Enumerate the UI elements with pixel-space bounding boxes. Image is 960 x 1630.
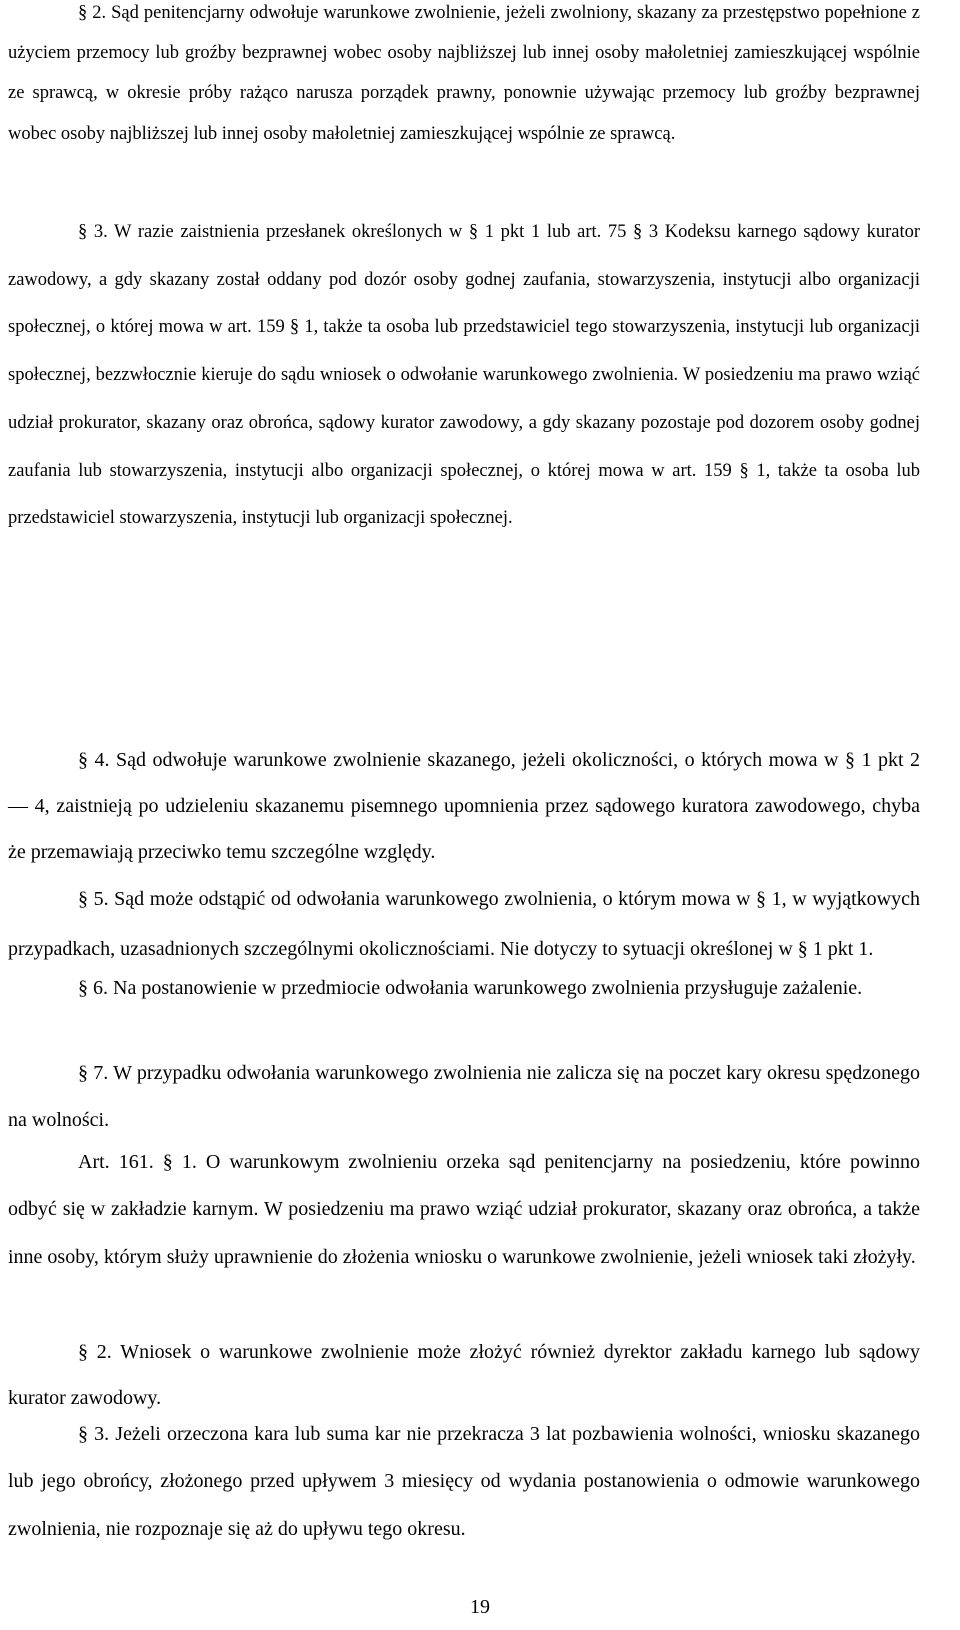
paragraph-article-161-section-2: § 2. Wniosek o warunkowe zwolnienie może złożyć również dyrektor zakładu karnego lub sądowy kurator zawodowy.: [8, 1341, 920, 1409]
page-number: 19: [470, 1596, 490, 1618]
paragraph-section-4: § 4. Sąd odwołuje warunkowe zwolnienie skazanego, jeżeli okoliczności, o których mowa w § 1 pkt 2 — 4, zaistnieją po udzieleniu skazanemu pisemnego upomnienia przez sądowego kuratora zawodowego, chyba że przemawiają przeciwko temu szczególne względy.: [8, 749, 920, 863]
paragraph-section-5: § 5. Sąd może odstąpić od odwołania warunkowego zwolnienia, o którym mowa w § 1, w wyjątkowych przypadkach, uzasadnionych szczególnymi okolicznościami. Nie dotyczy to sytuacji określonej w § 1 pkt 1.: [8, 888, 920, 960]
paragraph-article-161-section-3: § 3. Jeżeli orzeczona kara lub suma kar nie przekracza 3 lat pozbawienia wolności, wniosku skazanego lub jego obrońcy, złożonego przed upływem 3 miesięcy od wydania postanowienia o odmowie warunkowego zwolnienia, nie rozpoznaje się aż do upływu tego okresu.: [8, 1423, 920, 1540]
paragraph-article-161: Art. 161. § 1. O warunkowym zwolnieniu orzeka sąd penitencjarny na posiedzeniu, które powinno odbyć się w zakładzie karnym. W posiedzeniu ma prawo wziąć udział prokurator, skazany oraz obrońca, a także inne osoby, którym służy uprawnienie do złożenia wniosku o warunkowe zwolnienie, jeżeli wniosek taki złożyły.: [8, 1151, 920, 1268]
paragraph-section-3: § 3. W razie zaistnienia przesłanek określonych w § 1 pkt 1 lub art. 75 § 3 Kodeksu karnego sądowy kurator zawodowy, a gdy skazany został oddany pod dozór osoby godnej zaufania, stowarzyszenia, instytucji albo organizacji społecznej, o której mowa w art. 159 § 1, także ta osoba lub przedstawiciel tego stowarzyszenia, instytucji lub organizacji społecznej, bezzwłocznie kieruje do sądu wniosek o odwołanie warunkowego zwolnienia. W posiedzeniu ma prawo wziąć udział prokurator, skazany oraz obrońca, sądowy kurator zawodowy, a gdy skazany pozostaje pod dozorem osoby godnej zaufania lub stowarzyszenia, instytucji albo organizacji społecznej, o której mowa w art. 159 § 1, także ta osoba lub przedstawiciel stowarzyszenia, instytucji lub organizacji społecznej.: [8, 222, 920, 529]
paragraph-section-2: § 2. Sąd penitencjarny odwołuje warunkowe zwolnienie, jeżeli zwolniony, skazany za przestępstwo popełnione z użyciem przemocy lub groźby bezprawnej wobec osoby najbliższej lub innej osoby małoletniej zamieszkującej wspólnie ze sprawcą, w okresie próby rażąco narusza porządek prawny, ponownie używając przemocy lub groźby bezprawnej wobec osoby najbliższej lub innej osoby małoletniej zamieszkującej wspólnie ze sprawcą.: [8, 3, 920, 144]
paragraph-section-6: § 6. Na postanowienie w przedmiocie odwołania warunkowego zwolnienia przysługuje zażalenie.: [78, 977, 863, 999]
paragraph-section-7: § 7. W przypadku odwołania warunkowego zwolnienia nie zalicza się na poczet kary okresu spędzonego na wolności.: [8, 1062, 920, 1132]
